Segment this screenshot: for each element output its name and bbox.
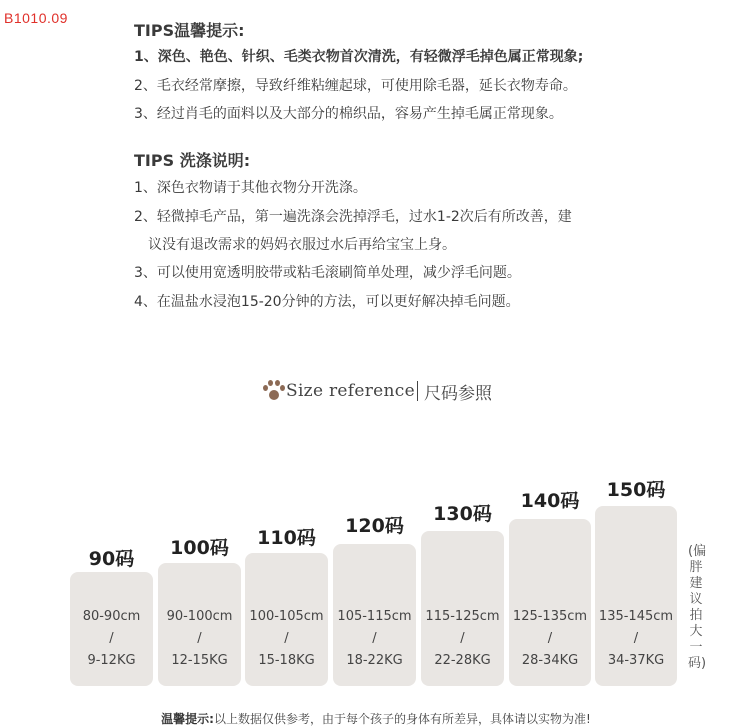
- footer-note: [0, 710, 752, 727]
- tips-wash-item: 3、可以使用宽透明胶带或粘毛滚刷简单处理，减少浮毛问题。: [134, 265, 521, 281]
- size-height: 100-105cm: [249, 609, 324, 624]
- size-column: [245, 523, 328, 686]
- footer-label: 温馨提示:: [161, 712, 214, 726]
- size-height: 115-125cm: [425, 609, 500, 624]
- tips-care-title: TIPS温馨提示:: [134, 21, 245, 40]
- size-height: 125-135cm: [512, 609, 588, 624]
- size-label: 120码: [345, 515, 404, 537]
- tips-wash-title: TIPS 洗涤说明:: [134, 151, 251, 170]
- tips-wash-item: 1、深色衣物请于其他衣物分开洗涤。: [134, 180, 367, 196]
- tips-care-item: 1、深色、艳色、针织、毛类衣物首次清洗，有轻微浮毛掉色属正常现象;: [134, 49, 584, 65]
- size-separator: /: [372, 631, 377, 646]
- size-label: 90码: [88, 548, 135, 570]
- tips-wash-item: 2、轻微掉毛产品，第一遍洗涤会洗掉浮毛，过水1-2次后有所改善，建: [134, 209, 572, 225]
- size-height: 90-100cm: [166, 609, 233, 624]
- size-column: [509, 486, 591, 686]
- size-column: [158, 533, 241, 686]
- size-reference-chinese: 尺码参照: [423, 383, 492, 404]
- size-height: 135-145cm: [598, 609, 674, 624]
- size-separator: /: [460, 631, 465, 646]
- size-separator: /: [284, 631, 289, 646]
- size-weight: 28-34KG: [521, 653, 579, 668]
- footer-text: 以上数据仅供参考，由于每个孩子的身体有所差异，具体请以实物为准!: [213, 712, 591, 726]
- size-weight: 9-12KG: [87, 653, 136, 668]
- size-label: 100码: [170, 537, 229, 559]
- size-weight: 22-28KG: [434, 653, 491, 668]
- size-column: [70, 544, 153, 686]
- size-label: 140码: [520, 490, 580, 512]
- size-separator: /: [547, 631, 553, 646]
- size-label: 130码: [433, 503, 492, 525]
- size-weight: 15-18KG: [258, 653, 315, 668]
- size-height: 80-90cm: [82, 609, 141, 624]
- tips-wash-item: 4、在温盐水浸泡15-20分钟的方法，可以更好解决掉毛问题。: [134, 294, 520, 310]
- size-column: [595, 475, 677, 686]
- size-reference-english: Size reference: [286, 381, 415, 401]
- tips-care-item: 2、毛衣经常摩擦，导致纤维粘缠起球，可使用除毛器，延长衣物寿命。: [134, 78, 577, 94]
- size-weight: 12-15KG: [171, 653, 228, 668]
- size-weight: 18-22KG: [346, 653, 403, 668]
- size-label: 150码: [606, 479, 666, 501]
- size-separator: /: [633, 631, 639, 646]
- size-height: 105-115cm: [337, 609, 412, 624]
- size-column: [333, 511, 416, 686]
- size-separator: /: [197, 631, 202, 646]
- size-label: 110码: [257, 527, 316, 549]
- size-advice-note: (偏胖建议拍大一码): [688, 544, 707, 671]
- size-separator: /: [109, 631, 114, 646]
- size-column: [421, 499, 504, 686]
- tips-care-item: 3、经过肖毛的面料以及大部分的棉织品，容易产生掉毛属正常现象。: [134, 106, 563, 122]
- product-code: B1010.09: [4, 10, 68, 26]
- tips-wash-item-cont: 议没有退改需求的妈妈衣服过水后再给宝宝上身。: [148, 237, 456, 253]
- size-weight: 34-37KG: [607, 653, 665, 668]
